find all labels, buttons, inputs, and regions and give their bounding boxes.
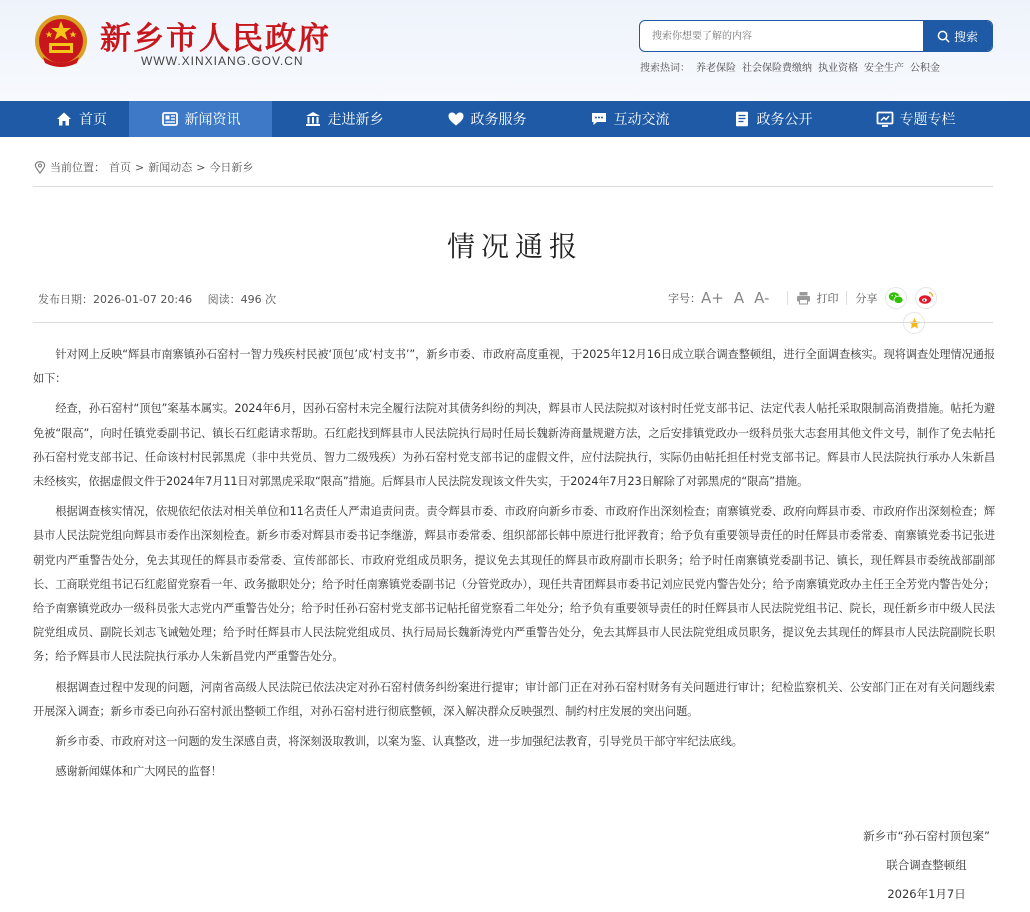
- article-signature: [863, 822, 990, 909]
- home-icon: [55, 110, 73, 128]
- weibo-icon: [918, 291, 934, 305]
- wechat-share-button[interactable]: [885, 287, 907, 309]
- divider: [846, 291, 847, 305]
- favorite-button[interactable]: [903, 312, 925, 334]
- building-icon: [304, 110, 322, 128]
- article-body: [33, 343, 995, 790]
- hot-term-link[interactable]: 公积金: [910, 63, 940, 74]
- nav-item-home[interactable]: [33, 101, 129, 137]
- nav-label: 首页: [79, 112, 107, 128]
- search-button-label: 搜索: [953, 29, 978, 44]
- main-nav: [0, 101, 1030, 137]
- board-icon: [876, 110, 894, 128]
- print-button[interactable]: 打印: [816, 292, 839, 305]
- divider: [33, 186, 993, 187]
- nav-item-interaction[interactable]: [558, 101, 701, 137]
- breadcrumb-separator: >: [196, 160, 206, 174]
- site-url: WWW.XINXIANG.GOV.CN: [141, 54, 304, 68]
- document-icon: [733, 110, 751, 128]
- article-paragraph: 经查，孙石窑村“顶包”案基本属实。2024年6月，因孙石窑村未完全履行法院对其债务纠纷的判决，辉县市人民法院拟对该村时任党支部书记、法定代表人帖托采取限制高消费措施。帖托为避免被“限高”，向时任镇党委副书记、镇长石红彪请求帮助。石红彪找到辉县市人民法院执行局时任局长魏新涛商量规避方法，之后安排镇党政办一级科员张大志套用其他文件文号，制作了免去帖托孙石窑村党支部书记、任命该村村民郭黑虎（非中共党员、智力二级残疾）为孙石窑村党支部书记的虚假文件，应付法院执行，实际仍由帖托担任村党支部书记。辉县市人民法院执行承办人朱新昌未经核实，依据虚假文件于2024年7月11日对郭黑虎采取“限高”措施。后辉县市人民法院发现该文件失实，于2024年7月23日解除了对郭黑虎的“限高”措施。: [33, 402, 995, 489]
- breadcrumb-link[interactable]: 首页: [109, 161, 131, 174]
- hot-term-link[interactable]: 社会保险费缴纳: [742, 63, 812, 74]
- site-header: [0, 0, 1030, 101]
- breadcrumb-link[interactable]: 今日新乡: [209, 161, 254, 174]
- national-emblem-icon: [33, 13, 89, 71]
- article-paragraph: 根据调查过程中发现的问题，河南省高级人民法院已依法决定对孙石窑村债务纠纷案进行提审；审计部门正在对孙石窑村财务有关问题进行审计；纪检监察机关、公安部门正在对有关问题线索开展深入调查；新乡市委已向孙石窑村派出整顿工作组，对孙石窑村进行彻底整顿，深入解决群众反映强烈、制约村庄发展的突出问题。: [33, 680, 995, 718]
- hot-term-link[interactable]: 安全生产: [864, 63, 904, 74]
- nav-item-about[interactable]: [272, 101, 415, 137]
- wechat-icon: [888, 291, 904, 305]
- nav-label: 新闻资讯: [184, 112, 241, 128]
- breadcrumb: [34, 159, 253, 175]
- search-button[interactable]: [923, 21, 992, 51]
- signature-date: 2026年1月7日: [887, 887, 966, 901]
- article-meta: [38, 291, 288, 307]
- divider: [33, 322, 993, 323]
- breadcrumb-prefix: 当前位置：: [50, 161, 105, 174]
- nav-label: 互动交流: [613, 112, 670, 128]
- article-paragraph: 感谢新闻媒体和广大网民的监督！: [55, 765, 222, 779]
- font-decrease-button[interactable]: A-: [754, 289, 770, 307]
- nav-item-special[interactable]: [844, 101, 987, 137]
- location-pin-icon: [34, 161, 46, 174]
- article-tools: [668, 287, 937, 309]
- site-title[interactable]: 新乡市人民政府: [100, 21, 331, 57]
- hot-search-terms: [640, 59, 946, 74]
- font-normal-button[interactable]: A: [733, 289, 745, 307]
- article-title: 情况通报: [446, 230, 583, 263]
- nav-item-news[interactable]: [129, 101, 272, 137]
- article-paragraph: 新乡市委、市政府对这一问题的发生深感自责，将深刻汲取教训，以案为鉴、认真整改，进一步加强纪法教育，引导党员干部守牢纪法底线。: [55, 735, 743, 749]
- share-label: 分享: [855, 292, 878, 305]
- signature-group: 联合调查整顿组: [886, 858, 967, 872]
- font-size-label: 字号：: [668, 292, 701, 305]
- nav-label: 政务公开: [756, 112, 813, 128]
- view-count: 阅读：496 次: [207, 293, 277, 306]
- divider: [787, 291, 788, 305]
- hot-term-link[interactable]: 养老保险: [696, 63, 736, 74]
- hot-search-label: 搜索热词：: [640, 63, 690, 74]
- signature-org: 新乡市“孙石窑村顶包案”: [863, 829, 990, 843]
- article-paragraph: 针对网上反映“辉县市南寨镇孙石窑村一智力残疾村民被‘顶包’成‘村支书’”，新乡市委、市政府高度重视，于2025年12月16日成立联合调查整顿组，进行全面调查核实。现将调查处理情况通报如下：: [33, 348, 995, 386]
- weibo-share-button[interactable]: [915, 287, 937, 309]
- news-icon: [161, 110, 179, 128]
- heart-icon: [447, 110, 465, 128]
- breadcrumb-link[interactable]: 新闻动态: [148, 161, 193, 174]
- publish-date: 发布日期：2026-01-07 20:46: [38, 293, 193, 306]
- hot-term-link[interactable]: 执业资格: [818, 63, 858, 74]
- star-icon: [908, 317, 921, 330]
- search-input[interactable]: [640, 21, 924, 51]
- print-icon[interactable]: [796, 291, 811, 305]
- search-icon: [937, 30, 950, 43]
- nav-label: 专题专栏: [899, 112, 956, 128]
- nav-item-services[interactable]: [415, 101, 558, 137]
- breadcrumb-separator: >: [135, 160, 145, 174]
- font-increase-button[interactable]: A+: [701, 289, 724, 307]
- nav-label: 走进新乡: [327, 112, 384, 128]
- nav-label: 政务服务: [470, 112, 527, 128]
- article-paragraph: 根据调查核实情况，依规依纪依法对相关单位和11名责任人严肃追责问责。责令辉县市委、市政府向新乡市委、市政府作出深刻检查；南寨镇党委、政府向辉县市委、市政府作出深刻检查；辉县市人民法院党组向辉县市委作出深刻检查。新乡市委对辉县市委书记李继游，辉县市委常委、组织部部长韩中原进行批评教育；给予负有重要领导责任的时任辉县市委常委、南寨镇党委书记张进朝党内严重警告处分，免去其现任的辉县市委常委、宣传部部长、市政府党组成员职务，提议免去其现任的辉县市政府副市长职务；给予时任南寨镇党委副书记、镇长，现任辉县市委统战部副部长、工商联党组书记石红彪留党察看一年、政务撤职处分；给予时任南寨镇党委副书记（分管党政办），现任共青团辉县市委书记刘应民党内警告处分；给予南寨镇党政办主任王全芳党内警告处分；给予南寨镇党政办一级科员张大志党内严重警告处分；给予时任孙石窑村党支部书记帖托留党察看二年处分；给予负有重要领导责任的时任辉县市人民法院党组书记、院长，现任新乡市中级人民法院党组成员、副院长刘志飞诫勉处理；给予时任辉县市人民法院党组成员、执行局局长魏新涛党内严重警告处分，免去其辉县市人民法院党组成员职务，提议免去其现任的辉县市人民法院副院长职务；给予辉县市人民法院执行承办人朱新昌党内严重警告处分。: [33, 505, 995, 664]
- search-box: [639, 20, 993, 52]
- nav-item-disclosure[interactable]: [701, 101, 844, 137]
- chat-icon: [590, 110, 608, 128]
